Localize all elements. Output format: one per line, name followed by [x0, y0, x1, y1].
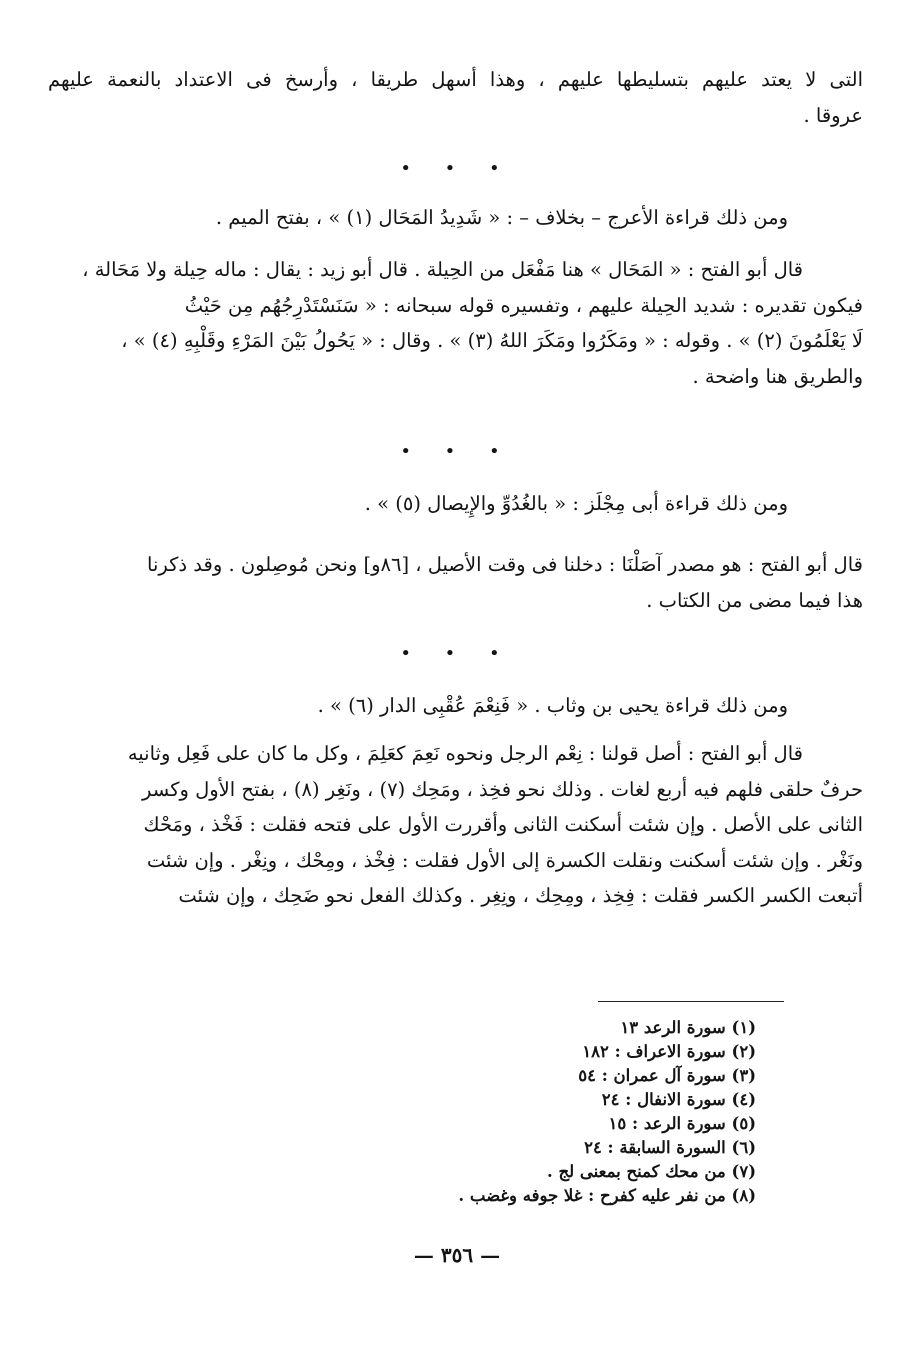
- text-line: الثانى على الأصل . وإن شئت أسكنت الثانى وأقررت الأول على فتحه فقلت : فَخْذ ، ومَحْك: [143, 813, 863, 836]
- footnote-3: (٣) سورة آل عمران : ٥٤: [578, 1066, 756, 1085]
- text-line: التى لا يعتد عليهم بتسليطها عليهم ، وهذا أسهل طريقا ، وأرسخ فى الاعتداد بالنعمة عليهم: [48, 68, 863, 91]
- footnote-7: (٧) من محك كمنح بمعنى لج .: [546, 1162, 756, 1181]
- footnotes: [300, 1016, 756, 1208]
- paragraph-6: [48, 688, 863, 724]
- text-line: حرفٌ حلقى فلهم فيه أربع لغات . وذلك نحو فخِذ ، ومَحِك (٧) ، ونَغِر (٨) ، بفتح الأول وكسر: [142, 777, 863, 801]
- paragraph-2: [48, 200, 863, 236]
- section-separator: • • •: [400, 643, 514, 664]
- paragraph-7: [48, 736, 863, 914]
- text-line: قال أبو الفتح : هو مصدر آصَلْنَا : دخلنا فى وقت الأصيل ، [٨٦و] ونحن مُوصِلون . وقد ذكرنا: [147, 553, 863, 576]
- footnote-6: (٦) السورة السابقة : ٢٤: [584, 1138, 756, 1157]
- footnote-8: (٨) من نفر عليه كفرح : غلا جوفه وغضب .: [458, 1186, 756, 1205]
- text-line: ومن ذلك قراءة الأعرج – بخلاف – : « شَدِيدُ المَحَال (١) » ، بفتح الميم .: [215, 206, 788, 229]
- text-line: عروقا .: [803, 103, 863, 127]
- text-line: فيكون تقديره : شديد الحِيلة عليهم ، وتفسيره قوله سبحانه : « سَنَسْتَدْرِجُهُم مِن حَيْثُ: [184, 293, 863, 317]
- page-number: — ٣٥٦ —: [413, 1243, 501, 1267]
- paragraph-1: [48, 62, 863, 133]
- section-separator: • • •: [400, 158, 514, 179]
- paragraph-4: [48, 486, 863, 522]
- text-line: أتبعت الكسر الكسر فقلت : فِخِذ ، ومِحِك ، ونِغِر . وكذلك الفعل نحو ضَحِك ، وإن شئت: [178, 884, 863, 907]
- footnote-2: (٢) سورة الاعراف : ١٨٢: [582, 1042, 756, 1061]
- text-line: ومن ذلك قراءة يحيى بن وثاب . « فَنِعْمَ عُقْبِى الدار (٦) » .: [317, 694, 788, 717]
- text-line: ومن ذلك قراءة أبى مِجْلَز : « بالغُدُوِّ والإِيصال (٥) » .: [364, 492, 788, 515]
- text-line: لَا يَعْلَمُونَ (٢) » . وقوله : « ومَكَرُوا ومَكَرَ اللهُ (٣) » . وقال : « يَحُولُ بَيْنَ المَرْءِ وقَلْبِهِ (٤) » ،: [121, 329, 863, 352]
- text-line: قال أبو الفتح : « المَحَال » هنا مَفْعَل من الحِيلة . قال أبو زيد : يقال : ماله حِيلة ولا مَحَالة ،: [82, 258, 803, 281]
- paragraph-3: [48, 252, 863, 394]
- footnote-1: (١) سورة الرعد ١٣: [620, 1018, 756, 1037]
- text-line: هذا فيما مضى من الكتاب .: [646, 588, 863, 612]
- section-separator: • • •: [400, 441, 514, 462]
- footnote-4: (٤) سورة الانفال : ٢٤: [601, 1090, 756, 1109]
- text-line: قال أبو الفتح : أصل قولنا : نِعْم الرجل ونحوه نَعِمَ كعَلِمَ ، وكل ما كان على فَعِل وثانيه: [127, 742, 803, 765]
- paragraph-5: [48, 547, 863, 618]
- footnote-divider: [598, 1001, 784, 1002]
- footnote-5: (٥) سورة الرعد : ١٥: [608, 1114, 756, 1133]
- text-line: والطريق هنا واضحة .: [692, 364, 863, 388]
- text-line: ونَغْر . وإن شئت أسكنت ونقلت الكسرة إلى الأول فقلت : فِخْذ ، ومِحْك ، ونِغْر . وإن شئت: [146, 848, 863, 872]
